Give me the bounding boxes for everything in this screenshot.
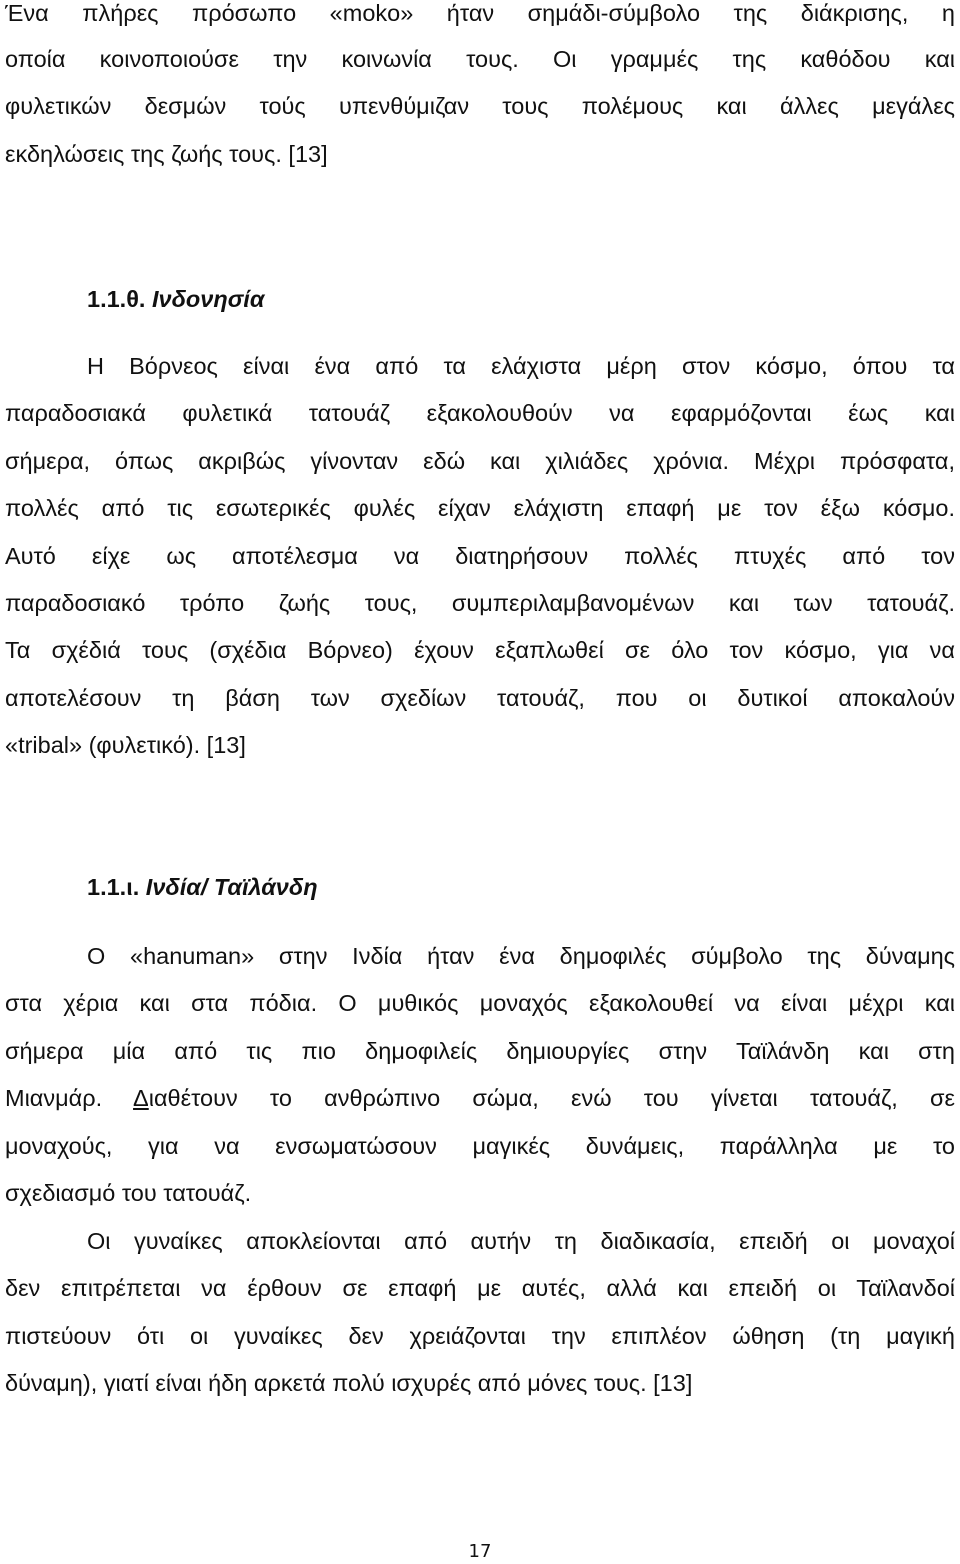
indonesia-line-5: Αυτό είχε ως αποτέλεσμα να διατηρήσουν πολλές πτυχές από τον — [5, 543, 955, 569]
intro-line-1: Ένα πλήρες πρόσωπο «moko» ήταν σημάδι-σύμβολο της διάκρισης, η — [5, 0, 955, 26]
section-heading-indonesia — [87, 284, 264, 314]
indonesia-line-1: Η Βόρνεος είναι ένα από τα ελάχιστα μέρη στον κόσμο, όπου τα — [87, 353, 955, 379]
underlined-letter: Δ — [133, 1085, 149, 1111]
section-title: Ινδία/ Ταϊλάνδη — [145, 874, 318, 900]
section-title: Ινδονησία — [151, 286, 265, 312]
indonesia-line-9: «tribal» (φυλετικό). [13] — [5, 732, 246, 758]
india-p1-line-3: σήμερα μία από τις πιο δημοφιλείς δημιουργίες στην Ταϊλάνδη και στη — [5, 1038, 955, 1064]
indonesia-line-4: πολλές από τις εσωτερικές φυλές είχαν ελάχιστη επαφή με τον έξω κόσμο. — [5, 495, 955, 521]
india-p2-line-2: δεν επιτρέπεται να έρθουν σε επαφή με αυτές, αλλά και επειδή οι Ταϊλανδοί — [5, 1275, 955, 1301]
indonesia-line-8: αποτελέσουν τη βάση των σχεδίων τατουάζ, που οι δυτικοί αποκαλούν — [5, 685, 955, 711]
india-p2-line-3: πιστεύουν ότι οι γυναίκες δεν χρειάζονται την επιπλέον ώθηση (τη μαγική — [5, 1323, 955, 1349]
india-p1-line-5: μοναχούς, για να ενσωματώσουν μαγικές δυνάμεις, παράλληλα με το — [5, 1133, 955, 1159]
indonesia-line-2: παραδοσιακά φυλετικά τατουάζ εξακολουθούν να εφαρμόζονται έως και — [5, 400, 955, 426]
india-p1-line-6: σχεδιασμό του τατουάζ. — [5, 1180, 252, 1206]
intro-line-3: φυλετικών δεσμών τούς υπενθύμιζαν τους πολέμους και άλλες μεγάλες — [5, 93, 955, 119]
section-number: 1.1.θ. — [87, 286, 146, 312]
india-p1-line-4 — [5, 1083, 955, 1113]
indonesia-line-6: παραδοσιακό τρόπο ζωής τους, συμπεριλαμβανομένων και των τατουάζ. — [5, 590, 955, 616]
india-p1-line-2: στα χέρια και στα πόδια. Ο μυθικός μοναχός εξακολουθεί να είναι μέχρι και — [5, 990, 955, 1016]
text-segment: Μιανμάρ. — [5, 1085, 134, 1111]
page-number: 17 — [468, 1541, 492, 1562]
indonesia-line-7: Τα σχέδιά τους (σχέδια Βόρνεο) έχουν εξαπλωθεί σε όλο τον κόσμο, για να — [5, 637, 955, 663]
indonesia-line-3: σήμερα, όπως ακριβώς γίνονταν εδώ και χιλιάδες χρόνια. Μέχρι πρόσφατα, — [5, 448, 955, 474]
section-heading-india — [87, 872, 318, 902]
text-segment: ιαθέτουν το ανθρώπινο σώμα, ενώ του γίνεται τατουάζ, σε — [148, 1085, 955, 1111]
india-p2-line-4: δύναμη), γιατί είναι ήδη αρκετά πολύ ισχυρές από μόνες τους. [13] — [5, 1370, 693, 1396]
india-p2-line-1: Οι γυναίκες αποκλείονται από αυτήν τη διαδικασία, επειδή οι μοναχοί — [87, 1228, 955, 1254]
india-p1-line-1: Ο «hanuman» στην Ινδία ήταν ένα δημοφιλές σύμβολο της δύναμης — [87, 943, 955, 969]
intro-line-2: οποία κοινοποιούσε την κοινωνία τους. Οι γραμμές της καθόδου και — [5, 46, 955, 72]
intro-line-4: εκδηλώσεις της ζωής τους. [13] — [5, 141, 328, 167]
section-number: 1.1.ι. — [87, 874, 140, 900]
